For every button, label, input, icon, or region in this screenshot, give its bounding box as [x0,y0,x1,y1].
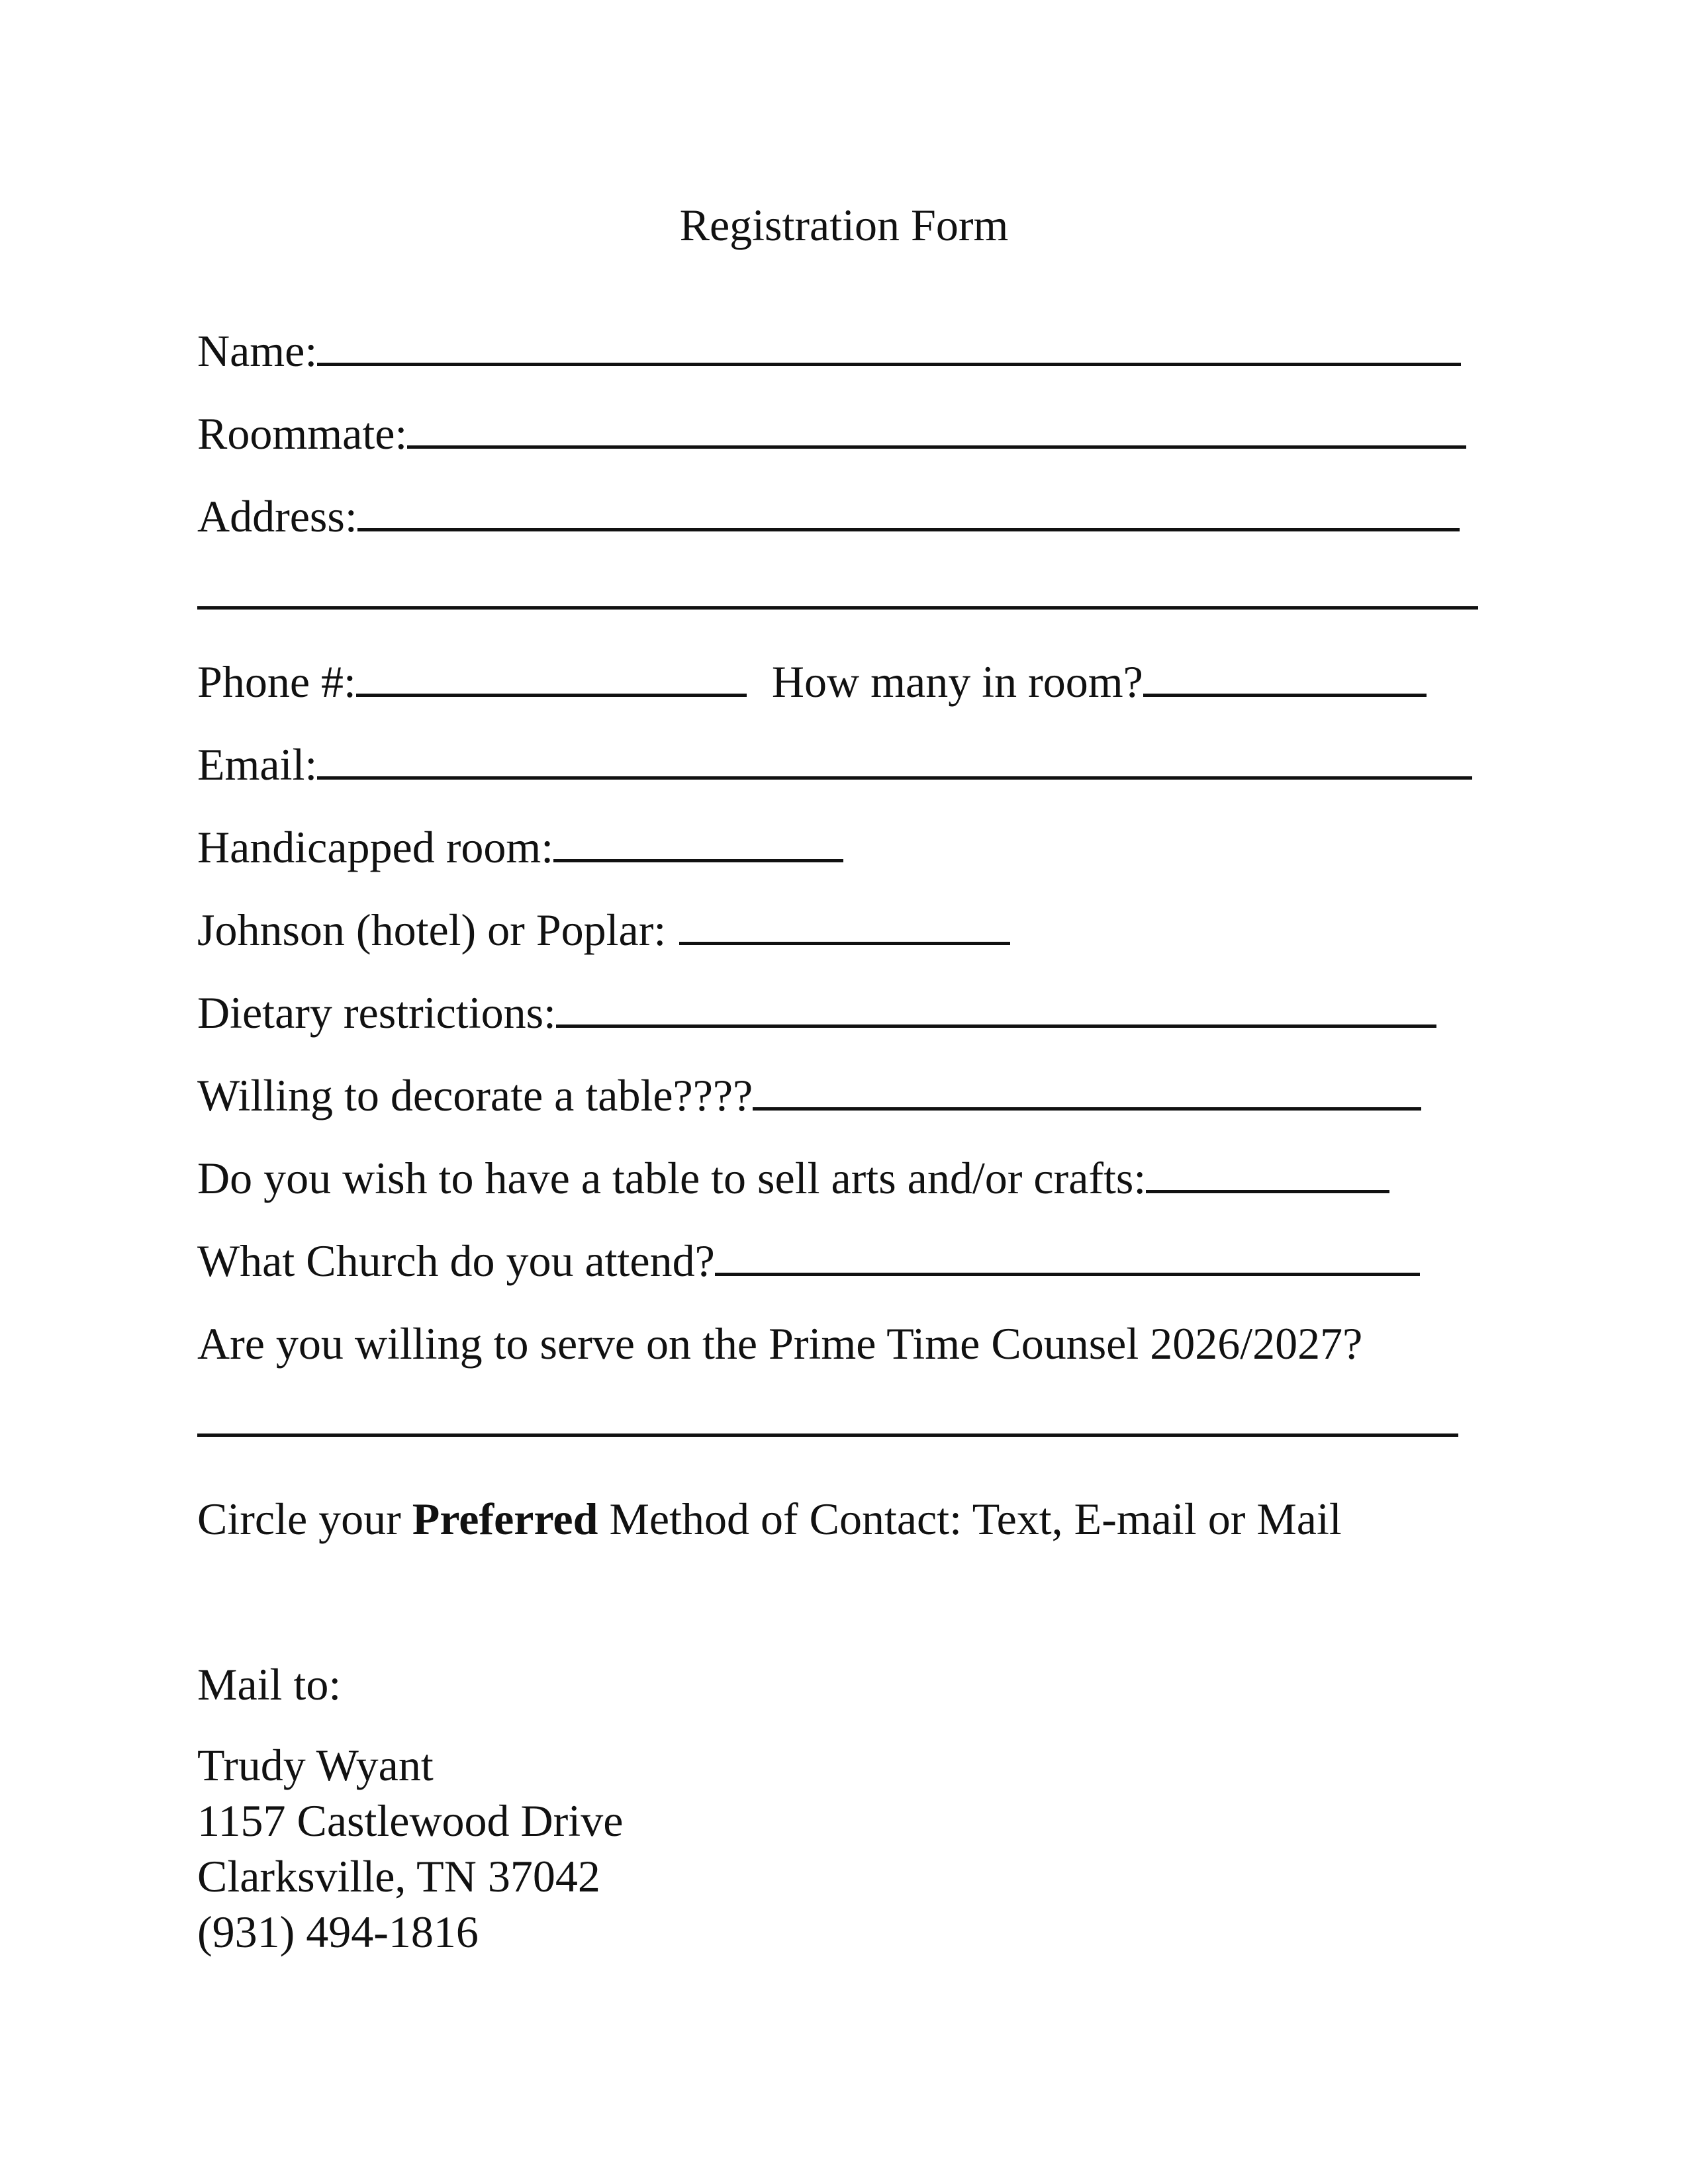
contact-preferred: Preferred [412,1494,598,1544]
address-line-2-row [197,569,1478,629]
dietary-field[interactable] [556,987,1436,1028]
crafts-label: Do you wish to have a table to sell arts and/or crafts: [197,1153,1147,1203]
mailing-address [197,1737,623,1960]
room-count-label: How many in room? [771,657,1143,707]
phone-label: Phone #: [197,657,356,707]
contact-suffix: Method of Contact: Text, E-mail or Mail [598,1494,1342,1544]
address-label: Address: [197,491,357,541]
church-label: What Church do you attend? [197,1236,715,1286]
hotel-row [197,900,1010,960]
contact-method-line [197,1489,1342,1549]
church-row [197,1231,1420,1291]
decorate-label: Willing to decorate a table???? [197,1070,753,1120]
roommate-label: Roommate: [197,408,408,459]
mail-name: Trudy Wyant [197,1740,434,1790]
contact-prefix: Circle your [197,1494,412,1544]
church-field[interactable] [715,1236,1420,1276]
mail-street: 1157 Castlewood Drive [197,1796,624,1846]
handicapped-row [197,817,843,877]
mail-phone: (931) 494-1816 [197,1907,479,1957]
phone-row [197,652,1427,711]
roommate-row [197,404,1466,463]
address-line-2-field[interactable] [197,569,1478,610]
phone-field[interactable] [356,657,747,697]
counsel-field[interactable] [197,1396,1458,1437]
counsel-row [197,1314,1362,1373]
dietary-label: Dietary restrictions: [197,987,556,1038]
name-row [197,321,1461,381]
roommate-field[interactable] [407,408,1466,449]
mail-to-heading: Mail to: [197,1659,342,1709]
address-field[interactable] [357,491,1460,531]
mail-city: Clarksville, TN 37042 [197,1851,600,1901]
crafts-field[interactable] [1146,1153,1389,1193]
email-field[interactable] [317,739,1472,780]
room-count-field[interactable] [1143,657,1427,697]
decorate-row [197,1066,1421,1125]
hotel-field[interactable] [679,905,1010,945]
handicapped-label: Handicapped room: [197,822,554,872]
crafts-row [197,1148,1389,1208]
name-field[interactable] [317,326,1461,366]
counsel-answer-row [197,1396,1458,1456]
email-row [197,735,1472,794]
counsel-label: Are you willing to serve on the Prime Time Counsel 2026/2027? [197,1318,1363,1369]
address-row [197,486,1460,546]
dietary-row [197,983,1436,1042]
name-label: Name: [197,326,318,376]
handicapped-field[interactable] [553,822,843,862]
hotel-label: Johnson (hotel) or Poplar: [197,905,667,955]
form-title: Registration Form [679,200,1009,250]
decorate-field[interactable] [753,1070,1421,1111]
email-label: Email: [197,739,318,790]
